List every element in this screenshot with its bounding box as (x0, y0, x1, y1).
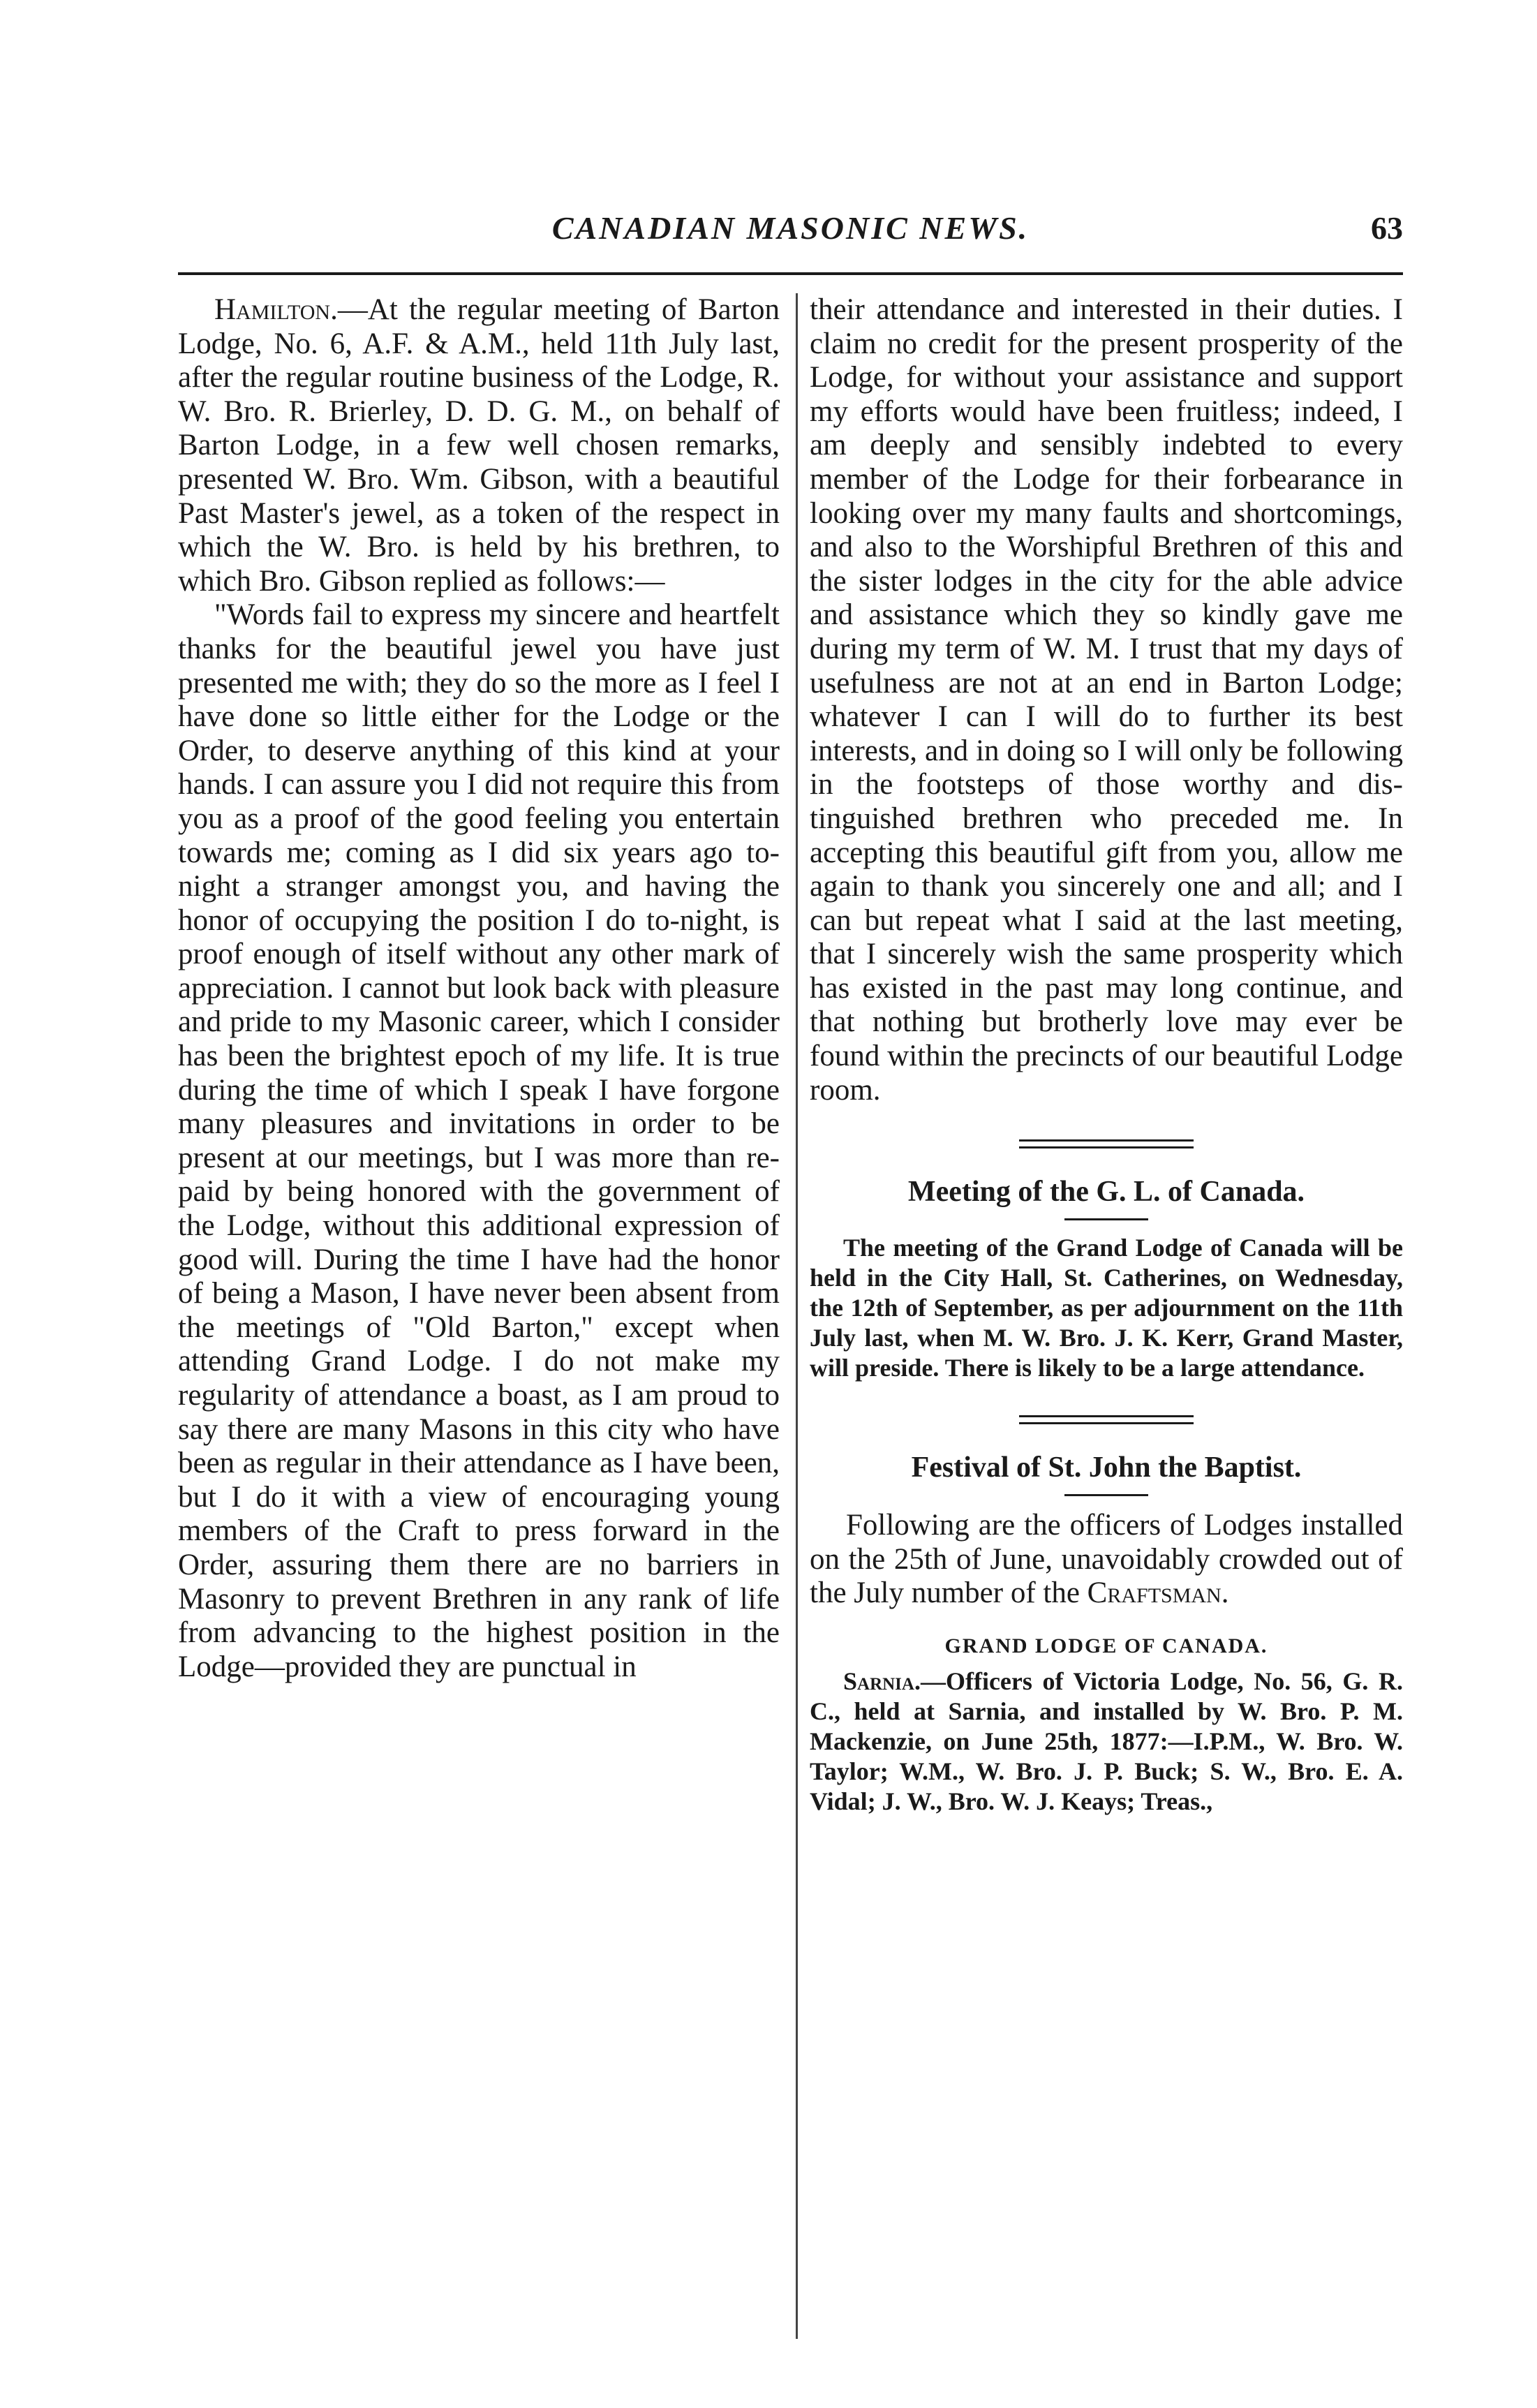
running-title: CANADIAN MASONIC NEWS. (551, 210, 1030, 246)
sarnia-paragraph (810, 1667, 1403, 1817)
festival-body-text: Following are the officers of Lodges installed on the 25th of June, unavoidably crowded out of the July number of the (810, 1509, 1403, 1610)
left-column (178, 293, 780, 2346)
header-rule (178, 272, 1403, 275)
section-divider (1019, 1415, 1194, 1424)
heading-rule (1064, 1218, 1148, 1220)
festival-body (810, 1509, 1403, 1611)
heading-rule (1064, 1494, 1148, 1496)
gibson-reply-continued: their attendance and interested in their duties. I claim no credit for the present prosperity of the Lodge, for without your assistance and support my efforts would have been fruitless; indeed, I am deeply and sensibly indebted to every member of the Lodge for their forbearance in looking over my many faults and shortcomings, and also to the Worshipful Brethren of this and the sister lodges in the city for the able advice and assistance which they so kindly gave me during my term of W. M. I trust that my days of usefulness are not at an end in Barton Lodge; whatever I can I will do to further its best interests, and in doing so I will only be following in the footsteps of those worthy and distinguished brethren who preceded me. In accepting this beautiful gift from you, allow me again to thank you sincerely one and all; and I can but repeat what I said at the last meeting, that I sincerely wish the same prosperity which has existed in the past may long continue, and that nothing but brotherly love may ever be found within the precincts of our beautiful Lodge room. (810, 293, 1403, 1107)
gibson-reply-paragraph: "Words fail to express my sincere and heartfelt thanks for the beautiful jewel you have just presented me with; they do so the more as I feel I have done so little either for the Lodge or the Order, to deserve anything of this kind at your hands. I can assure you I did not require this from you as a proof of the good feeling you entertain towards me; coming as I did six years ago to-night a stranger amongst you, and having the honor of occupying the position I do to-night, is proof enough of itself without any other mark of appreciation. I cannot but look back with pleasure and pride to my Masonic career, which I consider has been the brightest epoch of my life. It is true during the time of which I speak I have forgone many pleasures and invitations in order to be present at our meetings, but I was more than re-paid by being honored with the government of the Lodge, without this additional expression of good will. During the time I have had the honor of being a Mason, I have never been absent from the meetings of "Old Barton," except when attending Grand Lodge. I do not make my regularity of attendance a boast, as I am proud to say there are many Masons in this city who have been as regular in their attendance as I have been, but I do it with a view of encouraging young members of the Craft to press forward in the Order, assuring them there are no barriers in Masonry to prevent Brethren in any rank of life from advancing to the highest position in the Lodge—provided they are punctual in (178, 598, 780, 1683)
grand-lodge-meeting-body: The meeting of the Grand Lodge of Canada will be held in the City Hall, St. Catherines, on Wednesday, the 12th of September, as per adjournment on the 11th July last, when M. W. Bro. J. K. Kerr, Grand Master, will preside. There is likely to be a large attendance. (810, 1234, 1403, 1382)
section-divider (1019, 1139, 1194, 1148)
craftsman-title: Craftsman. (1087, 1576, 1229, 1610)
grand-lodge-meeting-heading: Meeting of the G. L. of Canada. (907, 1176, 1305, 1209)
column-divider (796, 293, 798, 2339)
grand-lodge-subheading: GRAND LODGE OF CANADA. (944, 1634, 1268, 1658)
hamilton-paragraph (178, 293, 780, 598)
page-header (178, 209, 1403, 258)
sarnia-lead: Sarnia. (843, 1667, 921, 1696)
hamilton-body: —At the regular meeting of Barton Lodge, No. 6, A.F. & A.M., held 11th July last, after the regular routine business of the Lodge, R. W. Bro. R. Brierley, D. D. G. M., on behalf of Barton Lodge, in a few well chosen remarks, presented W. Bro. Wm. Gibson, with a beautiful Past Master's jewel, as a token of the respect in which the W. Bro. is held by his brethren, to which Bro. Gibson replied as follows:— (178, 293, 780, 598)
festival-heading: Festival of St. John the Baptist. (911, 1452, 1302, 1484)
hamilton-lead: Hamilton. (214, 293, 338, 326)
sarnia-body: —Officers of Victoria Lodge, No. 56, G. R. C., held at Sarnia, and installed by W. Bro. P. M. Mackenzie, on June 25th, 1877:—I.P.M., W. Bro. W. Taylor; W.M., W. Bro. J. P. Buck; S. W., Bro. E. A. Vidal; J. W., Bro. W. J. Keays; Treas., (810, 1667, 1403, 1816)
page-number: 63 (1371, 210, 1403, 246)
right-column (810, 293, 1403, 2346)
